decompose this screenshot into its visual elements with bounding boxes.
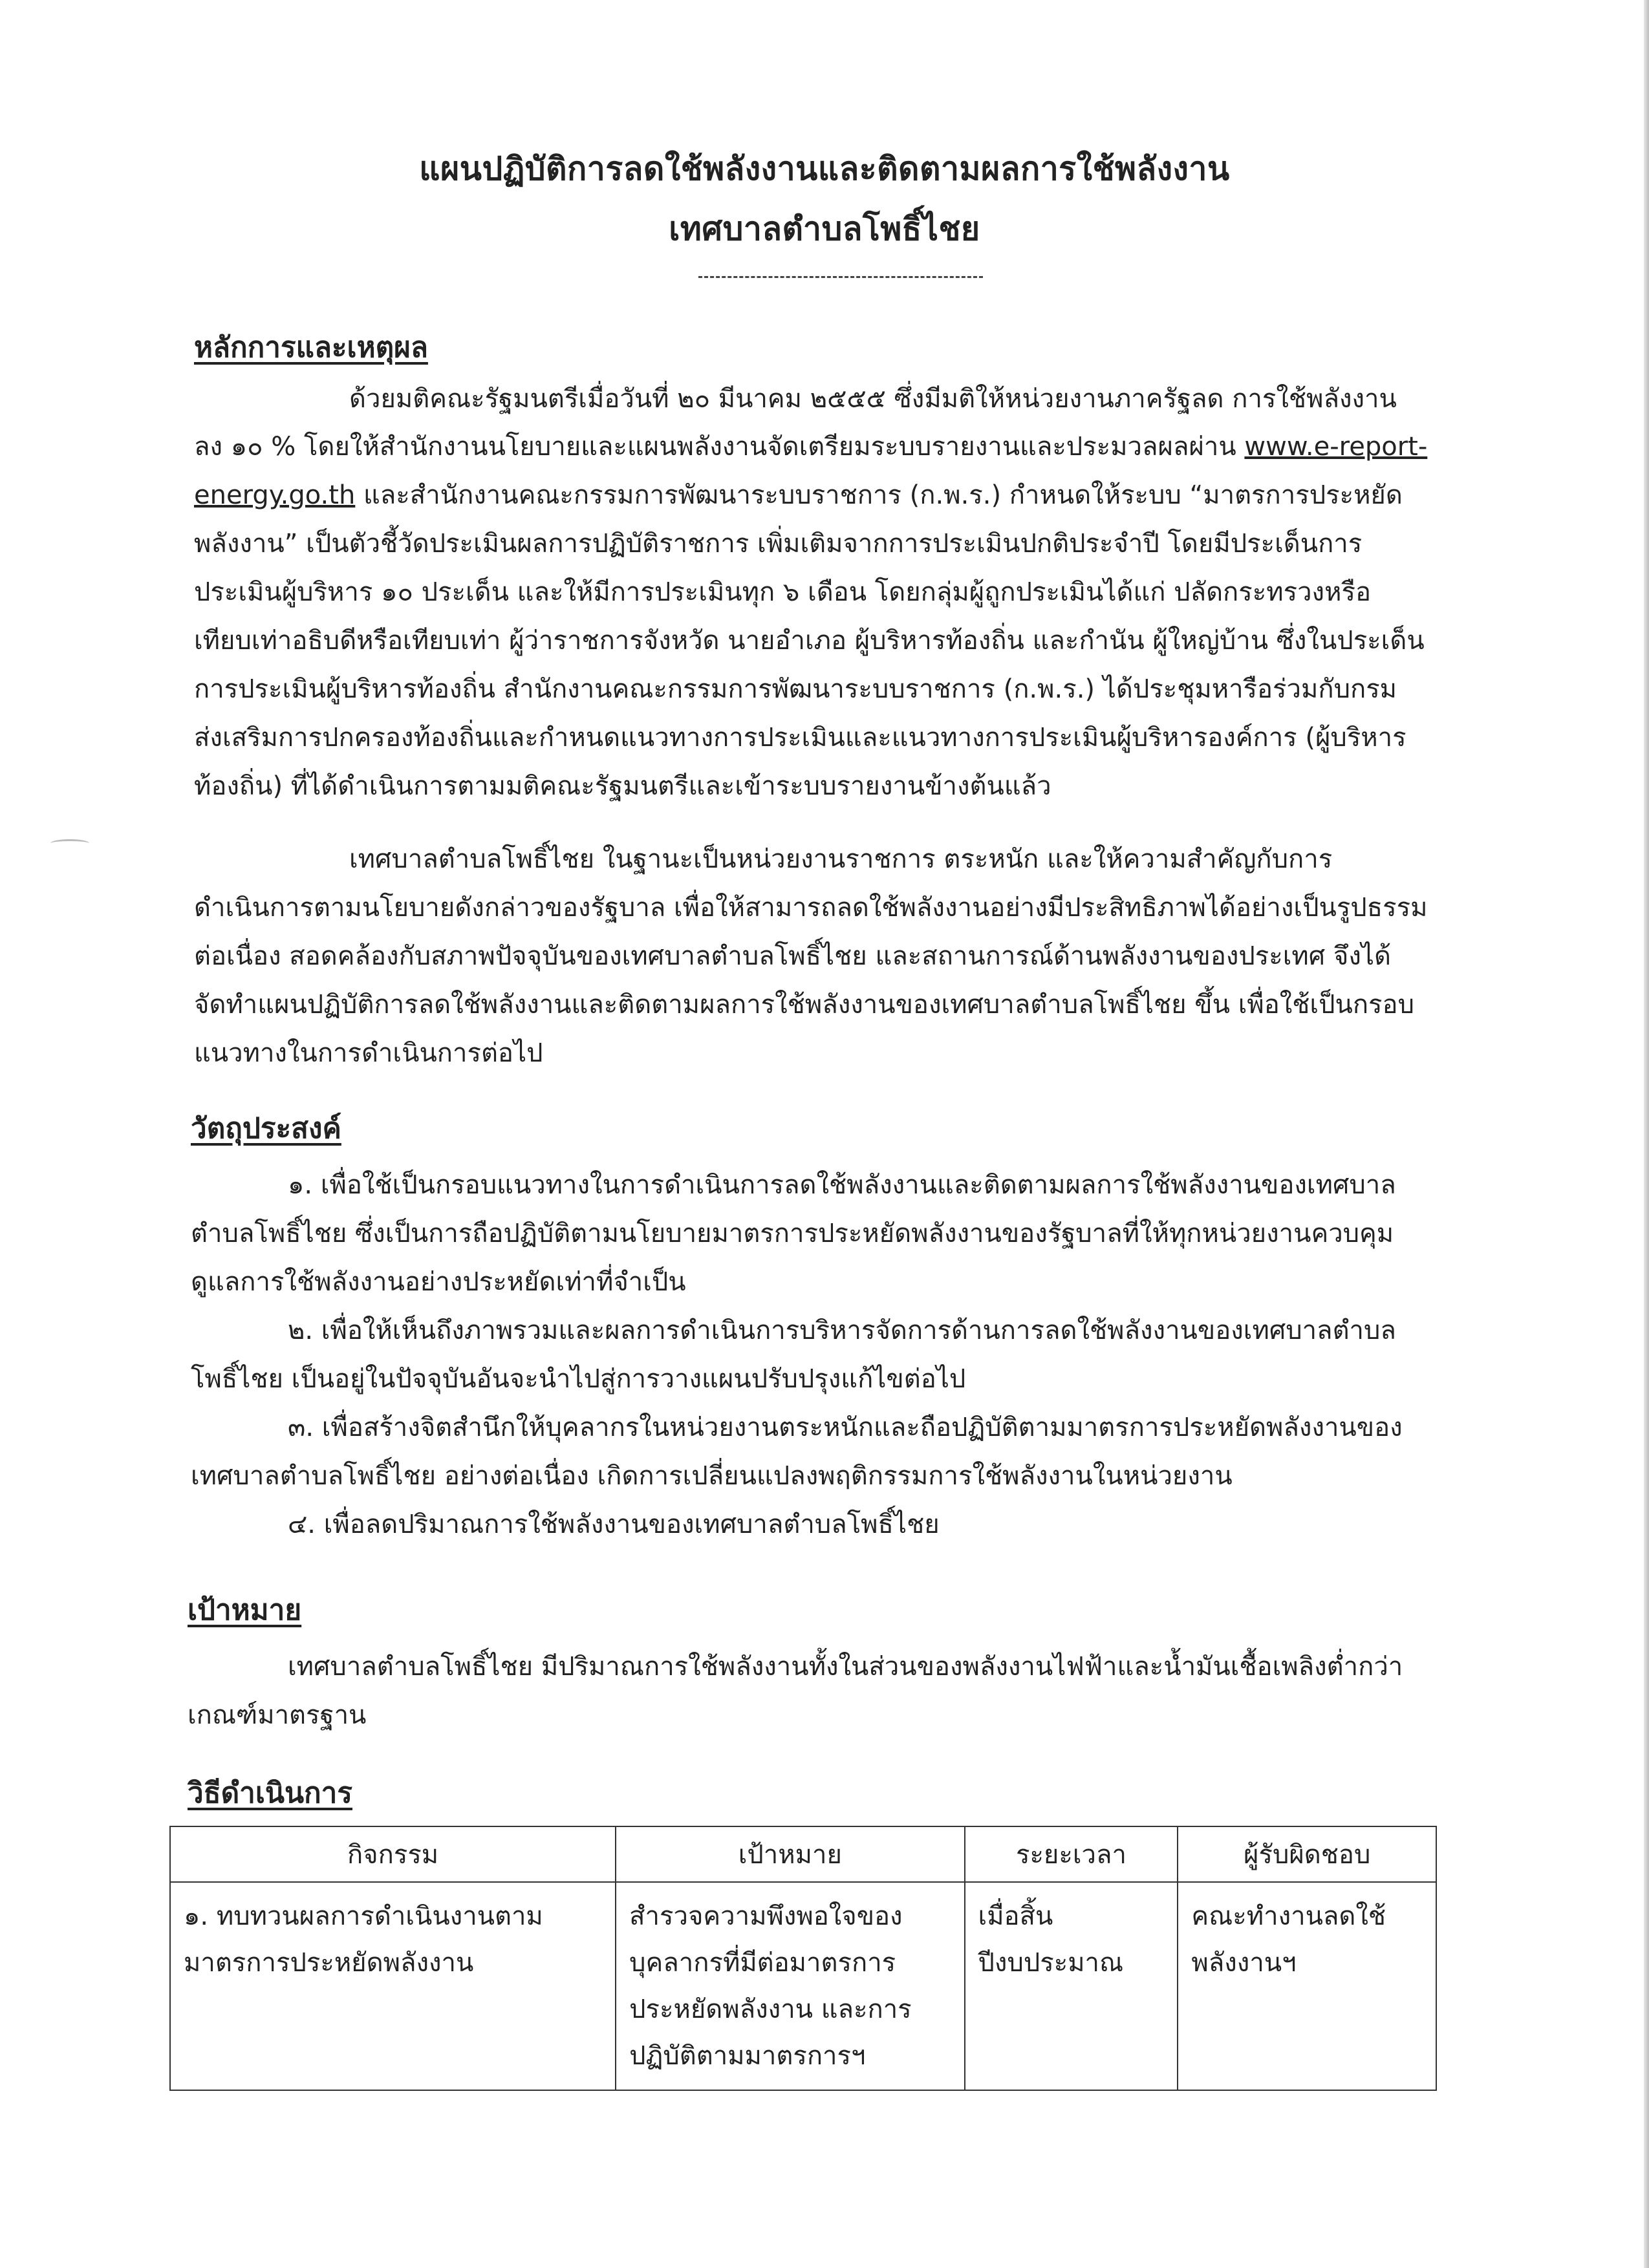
target-heading: เป้าหมาย: [188, 1594, 302, 1627]
rationale-p2-line5: แนวทางในการดำเนินการต่อไป: [194, 1038, 543, 1068]
rationale-p2-line4: จัดทำแผนปฏิบัติการลดใช้พลังงานและติดตามผลการใช้พลังงานของเทศบาลตำบลโพธิ์ไชย ขึ้น เพื่อใช้เป็นกรอบ: [194, 990, 1414, 1020]
cell-goal: [616, 1882, 964, 2090]
document-title-line1: แผนปฏิบัติการลดใช้พลังงานและติดตามผลการใช้พลังงาน: [419, 150, 1230, 187]
cell-owner: [1178, 1882, 1436, 2090]
cell-owner-line: พลังงานฯ: [1191, 1948, 1297, 1978]
column-header-owner: ผู้รับผิดชอบ: [1178, 1826, 1436, 1882]
scan-page-edge: [1644, 0, 1649, 2268]
rationale-p1-line5: ประเมินผู้บริหาร ๑๐ ประเด็น และให้มีการประเมินทุก ๖ เดือน โดยกลุ่มผู้ถูกประเมินได้แก่ ปลัดกระทรวงหรือ: [194, 577, 1371, 607]
cell-activity-line: ๑. ทบทวนผลการดำเนินงานตาม: [184, 1901, 543, 1931]
column-header-activity: กิจกรรม: [170, 1826, 616, 1882]
rationale-p1-line1: ด้วยมติคณะรัฐมนตรีเมื่อวันที่ ๒๐ มีนาคม ๒๕๕๕ ซึ่งมีมติให้หน่วยงานภาครัฐลด การใช้พลังงาน: [349, 384, 1397, 414]
cell-goal-line: บุคลากรที่มีต่อมาตรการ: [629, 1948, 896, 1978]
document-title-line2: เทศบาลตำบลโพธิ์ไชย: [669, 210, 980, 248]
title-separator: [698, 276, 983, 278]
rationale-p1-line3-text: และสำนักงานคณะกรรมการพัฒนาระบบราชการ (ก.พ.ร.) กำหนดให้ระบบ “มาตรการประหยัด: [355, 480, 1403, 510]
cell-activity-line: มาตรการประหยัดพลังงาน: [184, 1948, 474, 1978]
cell-goal-line: สำรวจความพึงพอใจของ: [629, 1901, 903, 1931]
objective-1-line1: ๑. เพื่อใช้เป็นกรอบแนวทางในการดำเนินการลดใช้พลังงานและติดตามผลการใช้พลังงานของเทศบาล: [288, 1170, 1396, 1200]
rationale-p1-line7: การประเมินผู้บริหารท้องถิ่น สำนักงานคณะกรรมการพัฒนาระบบราชการ (ก.พ.ร.) ได้ประชุมหารือร่วมกับกรม: [194, 674, 1397, 704]
objective-4: ๔. เพื่อลดปริมาณการใช้พลังงานของเทศบาลตำบลโพธิ์ไชย: [288, 1510, 940, 1539]
e-report-link[interactable]: www.e-report-: [1244, 432, 1428, 462]
objective-3-line2: เทศบาลตำบลโพธิ์ไชย อย่างต่อเนื่อง เกิดการเปลี่ยนแปลงพฤติกรรมการใช้พลังงานในหน่วยงาน: [191, 1461, 1233, 1491]
cell-goal-line: ประหยัดพลังงาน และการ: [629, 1995, 912, 2024]
rationale-p1-line9: ท้องถิ่น) ที่ได้ดำเนินการตามมติคณะรัฐมนตรีและเข้าระบบรายงานข้างต้นแล้ว: [194, 771, 1051, 801]
rationale-p1-line2-text: ลง ๑๐ % โดยให้สำนักงานนโยบายและแผนพลังงานจัดเตรียมระบบรายงานและประมวลผลผ่าน: [194, 432, 1245, 462]
method-heading: วิธีดำเนินการ: [188, 1777, 353, 1810]
target-line1: เทศบาลตำบลโพธิ์ไชย มีปริมาณการใช้พลังงานทั้งในส่วนของพลังงานไฟฟ้าและน้ำมันเชื้อเพลิงต่ำกว่า: [288, 1652, 1403, 1682]
rationale-p1-line6: เทียบเท่าอธิบดีหรือเทียบเท่า ผู้ว่าราชการจังหวัด นายอำเภอ ผู้บริหารท้องถิ่น และกำนัน ผู้ใหญ่บ้าน ซึ่งในประเด็น: [194, 626, 1425, 656]
cell-owner-line: คณะทำงานลดใช้: [1191, 1901, 1386, 1931]
table-header-row: [170, 1826, 1436, 1882]
e-report-link-continued[interactable]: energy.go.th: [194, 480, 356, 510]
column-header-period: ระยะเวลา: [965, 1826, 1178, 1882]
objective-1-line3: ดูแลการใช้พลังงานอย่างประหยัดเท่าที่จำเป็น: [191, 1267, 686, 1297]
cell-period-line: เมื่อสิ้น: [978, 1901, 1053, 1931]
column-header-goal: เป้าหมาย: [616, 1826, 964, 1882]
rationale-p2-line2: ดำเนินการตามนโยบายดังกล่าวของรัฐบาล เพื่อให้สามารถลดใช้พลังงานอย่างมีประสิทธิภาพได้อย่างเป็นรูปธรรม: [194, 893, 1428, 923]
cell-period: [965, 1882, 1178, 2090]
objective-1-line2: ตำบลโพธิ์ไชย ซึ่งเป็นการถือปฏิบัติตามนโยบายมาตรการประหยัดพลังงานของรัฐบาลที่ให้ทุกหน่วยงานควบคุม: [191, 1219, 1394, 1248]
objective-2-line1: ๒. เพื่อให้เห็นถึงภาพรวมและผลการดำเนินการบริหารจัดการด้านการลดใช้พลังงานของเทศบาลตำบล: [288, 1316, 1396, 1345]
rationale-heading: หลักการและเหตุผล: [194, 331, 428, 364]
rationale-p2-line3: ต่อเนื่อง สอดคล้องกับสภาพปัจจุบันของเทศบาลตำบลโพธิ์ไชย และสถานการณ์ด้านพลังงานของประเทศ จึงได้: [194, 941, 1391, 971]
objective-3-line1: ๓. เพื่อสร้างจิตสำนึกให้บุคลากรในหน่วยงานตระหนักและถือปฏิบัติตามมาตรการประหยัดพลังงานของ: [288, 1413, 1403, 1442]
method-table: [169, 1826, 1437, 2091]
target-line2: เกณฑ์มาตรฐาน: [188, 1700, 367, 1730]
rationale-p1-line3: [194, 474, 1403, 515]
rationale-p1-line4: พลังงาน” เป็นตัวชี้วัดประเมินผลการปฏิบัติราชการ เพิ่มเติมจากการประเมินปกติประจำปี โดยมีประเด็นการ: [194, 529, 1363, 559]
cell-goal-line: ปฏิบัติตามมาตรการฯ: [629, 2041, 866, 2071]
cell-activity: [170, 1882, 616, 2090]
table-row: [170, 1882, 1436, 2090]
objective-2-line2: โพธิ์ไชย เป็นอยู่ในปัจจุบันอันจะนำไปสู่การวางแผนปรับปรุงแก้ไขต่อไป: [191, 1364, 966, 1394]
scan-mark: [50, 839, 89, 848]
objectives-heading: วัตถุประสงค์: [191, 1112, 341, 1145]
rationale-p2-line1: เทศบาลตำบลโพธิ์ไชย ในฐานะเป็นหน่วยงานราชการ ตระหนัก และให้ความสำคัญกับการ: [349, 844, 1333, 874]
rationale-p1-line8: ส่งเสริมการปกครองท้องถิ่นและกำหนดแนวทางการประเมินและแนวทางการประเมินผู้บริหารองค์การ (ผู้บริหาร: [194, 723, 1406, 753]
cell-period-line: ปีงบประมาณ: [978, 1948, 1124, 1978]
rationale-p1-line2: [194, 425, 1427, 467]
